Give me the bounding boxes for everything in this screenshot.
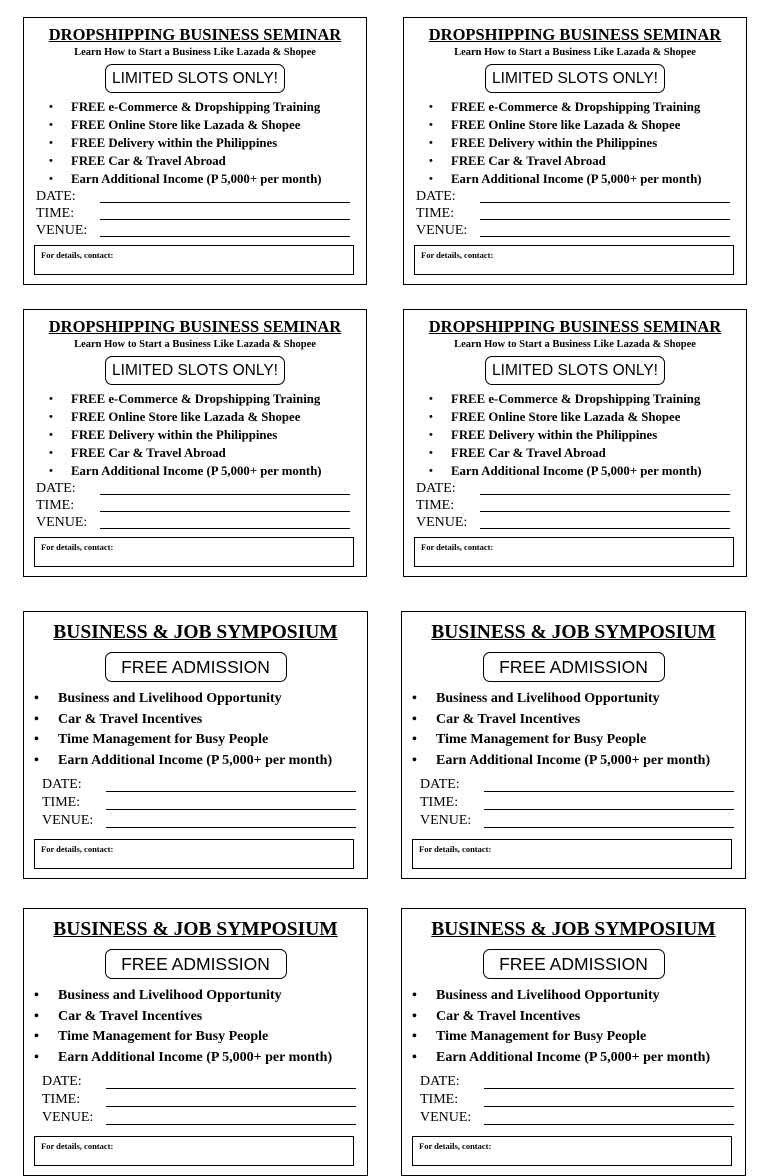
list-item: • FREE e-Commerce & Dropshipping Training — [24, 390, 366, 408]
date-field — [24, 1073, 367, 1091]
list-item: • Business and Livelihood Opportunity — [24, 689, 367, 710]
list-item: • FREE Delivery within the Philippines — [24, 426, 366, 444]
flyer-title: BUSINESS & JOB SYMPOSIUM — [53, 919, 338, 940]
benefit-list — [404, 98, 746, 188]
date-blank-line — [480, 494, 730, 495]
time-field — [402, 794, 745, 812]
venue-blank-line — [480, 528, 730, 529]
list-item: • FREE Delivery within the Philippines — [24, 134, 366, 152]
date-label: DATE: — [416, 189, 456, 204]
list-item: • Earn Additional Income (P 5,000+ per month) — [24, 462, 366, 480]
list-item: • Earn Additional Income (P 5,000+ per month) — [402, 751, 745, 772]
list-item: • Earn Additional Income (P 5,000+ per month) — [24, 170, 366, 188]
date-blank-line — [106, 1088, 356, 1089]
venue-label: VENUE: — [42, 1110, 94, 1125]
list-item: • FREE Car & Travel Abroad — [24, 444, 366, 462]
list-item: • Business and Livelihood Opportunity — [402, 689, 745, 710]
date-field — [402, 1073, 745, 1091]
time-label: TIME: — [416, 498, 455, 513]
list-item: • Time Management for Busy People — [402, 1027, 745, 1048]
seminar-flyer — [403, 309, 747, 577]
flyer-subtitle: Learn How to Start a Business Like Lazada & Shopee — [454, 47, 696, 58]
date-field — [24, 188, 366, 205]
venue-blank-line — [484, 1124, 734, 1125]
venue-blank-line — [100, 236, 350, 237]
free-admission-badge: FREE ADMISSION — [483, 652, 665, 682]
symposium-flyer — [23, 908, 368, 1176]
time-label: TIME: — [420, 1092, 459, 1107]
contact-box: For details, contact: — [412, 839, 732, 869]
list-item: • Time Management for Busy People — [24, 1027, 367, 1048]
flyer-subtitle: Learn How to Start a Business Like Lazada & Shopee — [454, 339, 696, 350]
list-item: • Time Management for Busy People — [24, 730, 367, 751]
venue-field — [24, 812, 367, 830]
venue-blank-line — [106, 1124, 356, 1125]
date-field — [404, 480, 746, 497]
flyer-subtitle: Learn How to Start a Business Like Lazada & Shopee — [74, 339, 316, 350]
event-details — [24, 776, 367, 830]
venue-label: VENUE: — [36, 515, 88, 530]
date-label: DATE: — [36, 189, 76, 204]
contact-box: For details, contact: — [34, 537, 354, 567]
benefit-list — [402, 689, 745, 771]
list-item: • FREE Car & Travel Abroad — [404, 152, 746, 170]
venue-label: VENUE: — [420, 1110, 472, 1125]
time-field — [404, 205, 746, 222]
event-details — [24, 1073, 367, 1127]
date-field — [24, 480, 366, 497]
contact-box: For details, contact: — [414, 537, 734, 567]
time-field — [404, 497, 746, 514]
date-blank-line — [484, 1088, 734, 1089]
list-item: • FREE Online Store like Lazada & Shopee — [404, 116, 746, 134]
list-item: • Car & Travel Incentives — [24, 710, 367, 731]
venue-field — [24, 222, 366, 239]
time-label: TIME: — [36, 206, 75, 221]
free-admission-badge: FREE ADMISSION — [105, 652, 287, 682]
venue-field — [24, 1109, 367, 1127]
venue-label: VENUE: — [416, 223, 468, 238]
list-item: • Earn Additional Income (P 5,000+ per month) — [402, 1048, 745, 1069]
contact-box: For details, contact: — [412, 1136, 732, 1166]
flyer-title: BUSINESS & JOB SYMPOSIUM — [431, 919, 716, 940]
flyer-subtitle: Learn How to Start a Business Like Lazada & Shopee — [74, 47, 316, 58]
list-item: • Earn Additional Income (P 5,000+ per month) — [404, 170, 746, 188]
event-details — [24, 188, 366, 239]
symposium-flyer — [401, 908, 746, 1176]
list-item: • Earn Additional Income (P 5,000+ per month) — [24, 1048, 367, 1069]
time-field — [402, 1091, 745, 1109]
list-item: • Car & Travel Incentives — [402, 710, 745, 731]
date-field — [24, 776, 367, 794]
time-blank-line — [106, 809, 356, 810]
time-blank-line — [480, 219, 730, 220]
flyer-title: DROPSHIPPING BUSINESS SEMINAR — [48, 25, 342, 44]
symposium-flyer — [23, 611, 368, 879]
time-blank-line — [100, 219, 350, 220]
time-field — [24, 794, 367, 812]
list-item: • FREE e-Commerce & Dropshipping Training — [24, 98, 366, 116]
symposium-flyer — [401, 611, 746, 879]
venue-label: VENUE: — [36, 223, 88, 238]
contact-box: For details, contact: — [34, 1136, 354, 1166]
event-details — [24, 480, 366, 531]
venue-label: VENUE: — [416, 515, 468, 530]
list-item: • Business and Livelihood Opportunity — [24, 986, 367, 1007]
time-label: TIME: — [36, 498, 75, 513]
contact-box: For details, contact: — [414, 245, 734, 275]
time-field — [24, 497, 366, 514]
limited-slots-badge: LIMITED SLOTS ONLY! — [485, 356, 665, 385]
date-label: DATE: — [42, 777, 82, 792]
contact-box: For details, contact: — [34, 839, 354, 869]
venue-label: VENUE: — [42, 813, 94, 828]
list-item: • Car & Travel Incentives — [24, 1007, 367, 1028]
date-field — [404, 188, 746, 205]
list-item: • FREE Online Store like Lazada & Shopee — [404, 408, 746, 426]
date-blank-line — [484, 791, 734, 792]
venue-field — [404, 222, 746, 239]
time-blank-line — [480, 511, 730, 512]
limited-slots-badge: LIMITED SLOTS ONLY! — [105, 64, 285, 93]
date-label: DATE: — [420, 1074, 460, 1089]
free-admission-badge: FREE ADMISSION — [105, 949, 287, 979]
date-field — [402, 776, 745, 794]
list-item: • FREE e-Commerce & Dropshipping Training — [404, 98, 746, 116]
flyer-title: BUSINESS & JOB SYMPOSIUM — [53, 622, 338, 643]
list-item: • FREE Delivery within the Philippines — [404, 426, 746, 444]
time-label: TIME: — [416, 206, 455, 221]
limited-slots-badge: LIMITED SLOTS ONLY! — [105, 356, 285, 385]
benefit-list — [24, 689, 367, 771]
list-item: • FREE Car & Travel Abroad — [24, 152, 366, 170]
venue-field — [24, 514, 366, 531]
seminar-flyer — [403, 17, 747, 285]
limited-slots-badge: LIMITED SLOTS ONLY! — [485, 64, 665, 93]
event-details — [402, 776, 745, 830]
event-details — [402, 1073, 745, 1127]
list-item: • FREE Online Store like Lazada & Shopee — [24, 116, 366, 134]
list-item: • FREE Delivery within the Philippines — [404, 134, 746, 152]
list-item: • FREE Online Store like Lazada & Shopee — [24, 408, 366, 426]
venue-blank-line — [484, 827, 734, 828]
list-item: • Time Management for Busy People — [402, 730, 745, 751]
list-item: • Earn Additional Income (P 5,000+ per month) — [404, 462, 746, 480]
list-item: • FREE e-Commerce & Dropshipping Training — [404, 390, 746, 408]
flyer-title: DROPSHIPPING BUSINESS SEMINAR — [48, 317, 342, 336]
date-blank-line — [100, 202, 350, 203]
date-label: DATE: — [416, 481, 456, 496]
time-label: TIME: — [42, 795, 81, 810]
time-label: TIME: — [420, 795, 459, 810]
time-blank-line — [484, 809, 734, 810]
list-item: • Business and Livelihood Opportunity — [402, 986, 745, 1007]
time-field — [24, 1091, 367, 1109]
time-field — [24, 205, 366, 222]
list-item: • Earn Additional Income (P 5,000+ per month) — [24, 751, 367, 772]
flyer-title: BUSINESS & JOB SYMPOSIUM — [431, 622, 716, 643]
benefit-list — [24, 98, 366, 188]
venue-field — [402, 812, 745, 830]
time-blank-line — [106, 1106, 356, 1107]
date-label: DATE: — [36, 481, 76, 496]
venue-blank-line — [106, 827, 356, 828]
seminar-flyer — [23, 309, 367, 577]
flyer-title: DROPSHIPPING BUSINESS SEMINAR — [428, 25, 722, 44]
date-blank-line — [106, 791, 356, 792]
contact-box: For details, contact: — [34, 245, 354, 275]
venue-field — [404, 514, 746, 531]
event-details — [404, 480, 746, 531]
time-blank-line — [484, 1106, 734, 1107]
venue-field — [402, 1109, 745, 1127]
event-details — [404, 188, 746, 239]
venue-label: VENUE: — [420, 813, 472, 828]
date-label: DATE: — [42, 1074, 82, 1089]
benefit-list — [404, 390, 746, 480]
venue-blank-line — [480, 236, 730, 237]
date-label: DATE: — [420, 777, 460, 792]
list-item: • FREE Car & Travel Abroad — [404, 444, 746, 462]
free-admission-badge: FREE ADMISSION — [483, 949, 665, 979]
date-blank-line — [480, 202, 730, 203]
seminar-flyer — [23, 17, 367, 285]
list-item: • Car & Travel Incentives — [402, 1007, 745, 1028]
flyer-title: DROPSHIPPING BUSINESS SEMINAR — [428, 317, 722, 336]
date-blank-line — [100, 494, 350, 495]
benefit-list — [24, 986, 367, 1068]
benefit-list — [402, 986, 745, 1068]
time-label: TIME: — [42, 1092, 81, 1107]
time-blank-line — [100, 511, 350, 512]
benefit-list — [24, 390, 366, 480]
venue-blank-line — [100, 528, 350, 529]
